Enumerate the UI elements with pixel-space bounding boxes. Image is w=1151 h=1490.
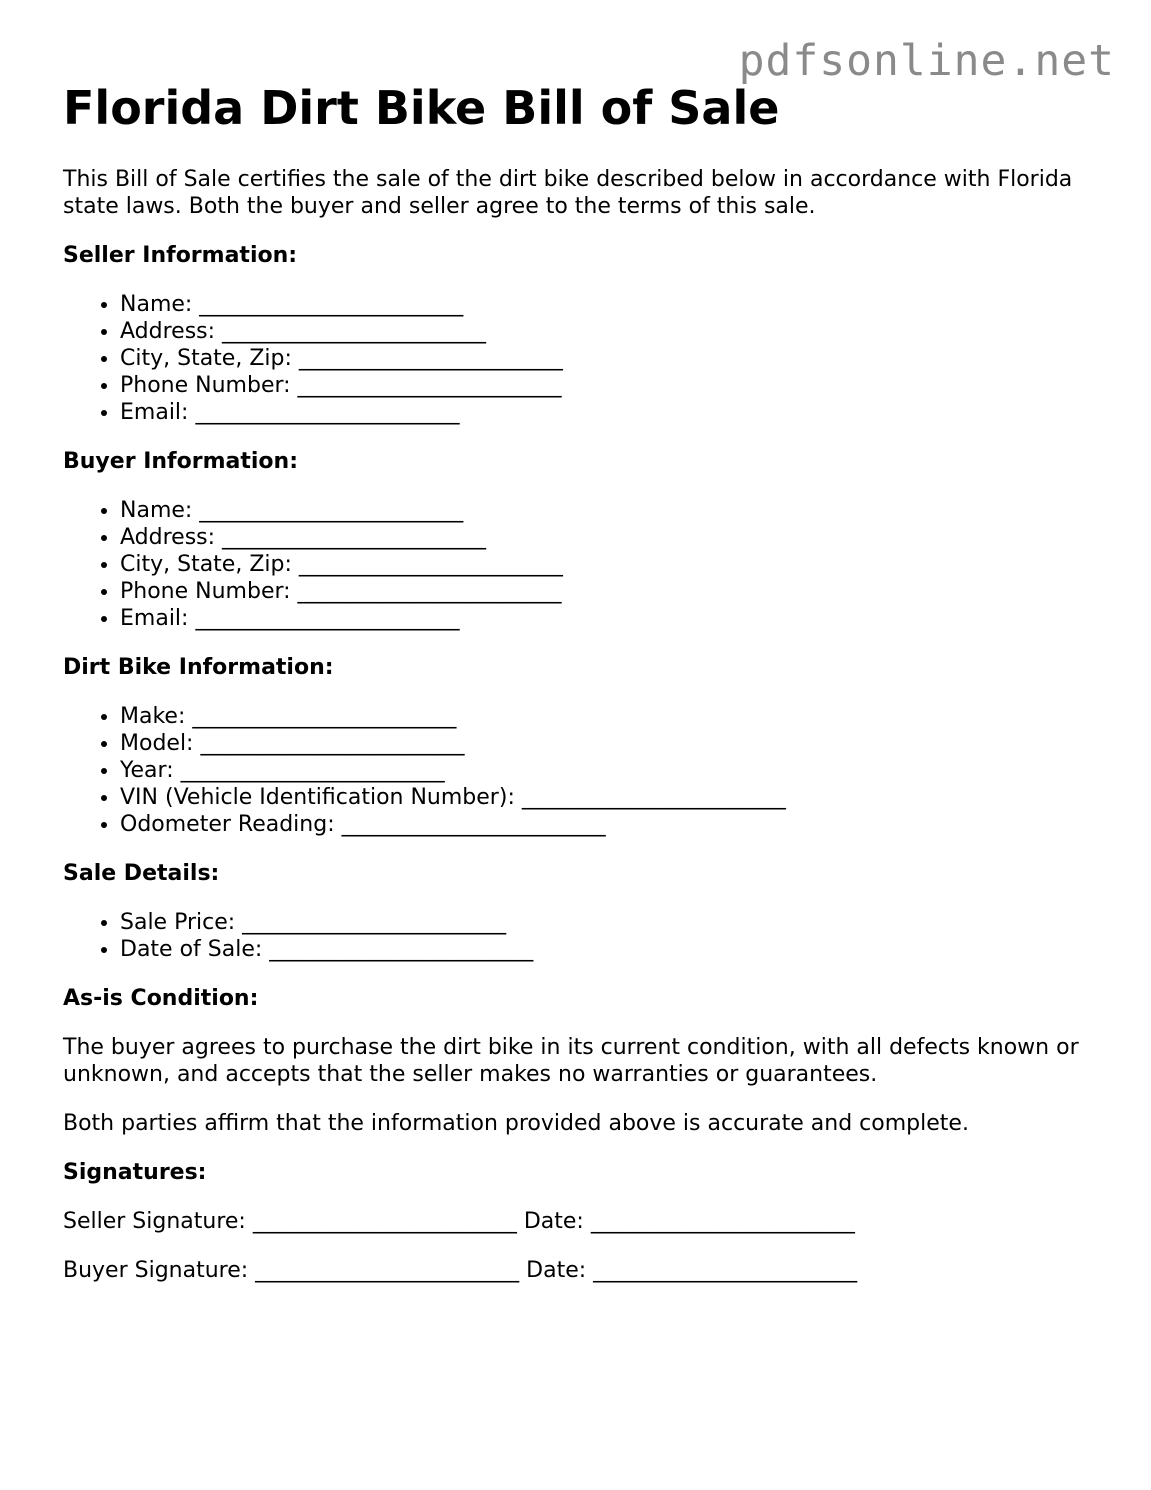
- buyer-heading: Buyer Information:: [63, 449, 298, 474]
- seller-address-field[interactable]: • Address: ________________________: [120, 318, 1093, 345]
- buyer-name-field[interactable]: • Name: ________________________: [120, 497, 1093, 524]
- bike-vin-field[interactable]: • VIN (Vehicle Identification Number): ________________________: [120, 784, 1093, 811]
- signatures-heading: Signatures:: [63, 1160, 207, 1185]
- bike-odometer-field[interactable]: • Odometer Reading: ________________________: [120, 811, 1093, 838]
- seller-signature-line[interactable]: Seller Signature: ________________________ Date: ________________________: [63, 1209, 855, 1234]
- bike-list: [63, 703, 1093, 838]
- seller-email-field[interactable]: • Email: ________________________: [120, 399, 1093, 426]
- seller-city-state-zip-field[interactable]: • City, State, Zip: ________________________: [120, 345, 1093, 372]
- buyer-city-state-zip-field[interactable]: • City, State, Zip: ________________________: [120, 551, 1093, 578]
- condition-paragraph: The buyer agrees to purchase the dirt bike in its current condition, with all defects known or unknown, and accepts that the seller makes no warranties or guarantees.: [63, 1035, 1079, 1087]
- intro-paragraph: This Bill of Sale certifies the sale of the dirt bike described below in accordance with Florida state laws. Both the buyer and seller agree to the terms of this sale.: [63, 167, 1073, 219]
- document-page: [63, 78, 1093, 1284]
- bike-make-field[interactable]: • Make: ________________________: [120, 703, 1093, 730]
- buyer-signature-line[interactable]: Buyer Signature: ________________________ Date: ________________________: [63, 1258, 858, 1283]
- buyer-address-field[interactable]: • Address: ________________________: [120, 524, 1093, 551]
- bike-heading: Dirt Bike Information:: [63, 655, 334, 680]
- sale-heading: Sale Details:: [63, 861, 220, 886]
- watermark: pdfsonline.net: [738, 36, 1115, 86]
- sale-price-field[interactable]: • Sale Price: ________________________: [120, 909, 1093, 936]
- sale-list: [63, 909, 1093, 963]
- buyer-phone-field[interactable]: • Phone Number: ________________________: [120, 578, 1093, 605]
- buyer-email-field[interactable]: • Email: ________________________: [120, 605, 1093, 632]
- seller-phone-field[interactable]: • Phone Number: ________________________: [120, 372, 1093, 399]
- seller-name-field[interactable]: • Name: ________________________: [120, 291, 1093, 318]
- bike-year-field[interactable]: • Year: ________________________: [120, 757, 1093, 784]
- sale-date-field[interactable]: • Date of Sale: ________________________: [120, 936, 1093, 963]
- affirm-paragraph: Both parties affirm that the information provided above is accurate and complete.: [63, 1111, 969, 1136]
- seller-heading: Seller Information:: [63, 243, 298, 268]
- condition-heading: As-is Condition:: [63, 986, 259, 1011]
- buyer-list: [63, 497, 1093, 632]
- page-title: Florida Dirt Bike Bill of Sale: [63, 81, 780, 135]
- seller-list: [63, 291, 1093, 426]
- bike-model-field[interactable]: • Model: ________________________: [120, 730, 1093, 757]
